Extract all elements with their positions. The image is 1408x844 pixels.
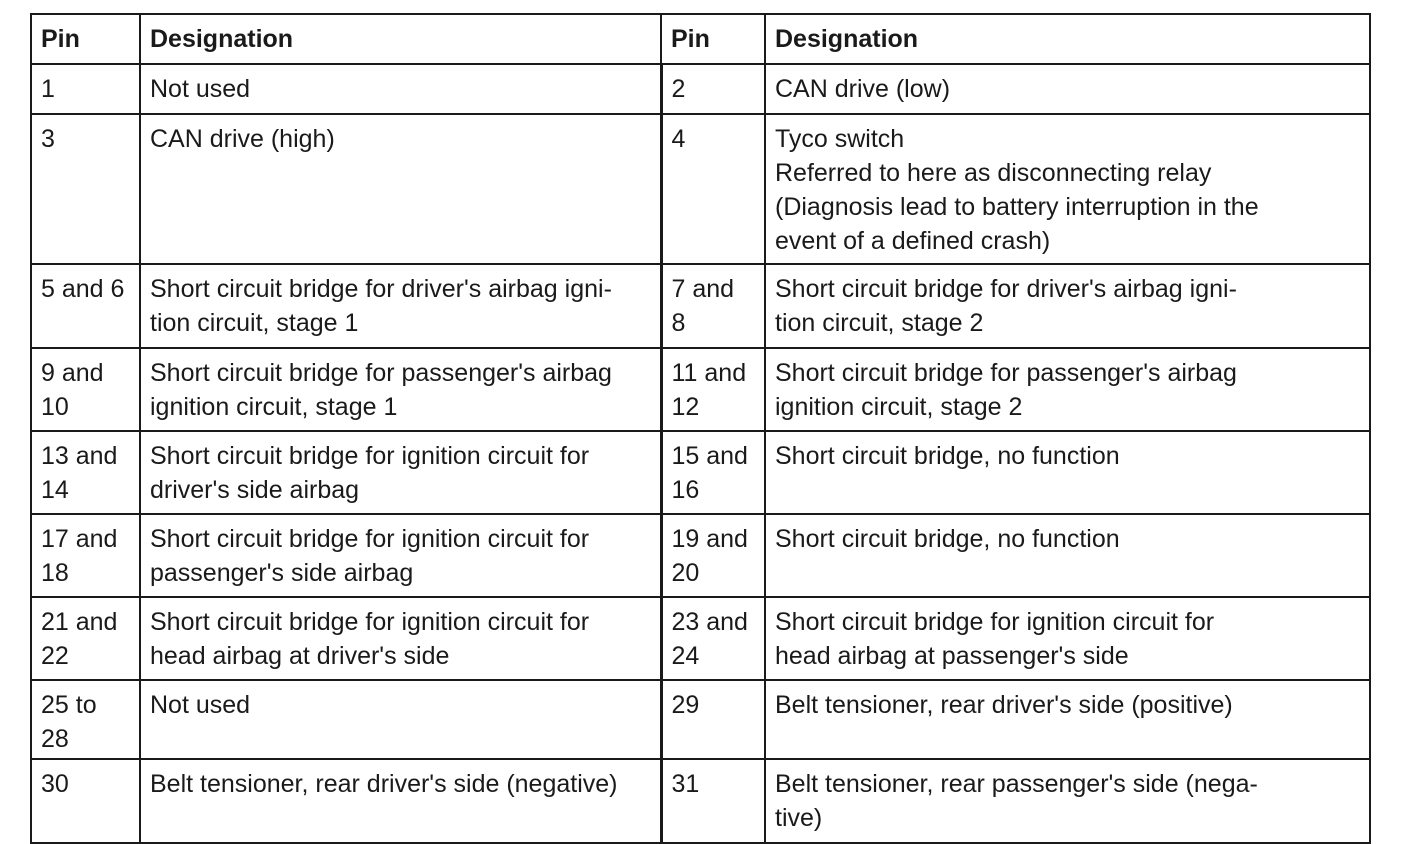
designation-cell-left	[140, 431, 661, 514]
table-row	[31, 514, 1370, 597]
cell-line: 20	[671, 559, 700, 587]
cell-text: 7 and 8	[671, 275, 735, 337]
table-row	[31, 64, 1370, 114]
cell-line: Not used	[150, 75, 251, 103]
cell-line: Short circuit bridge, no function	[775, 525, 1120, 553]
table-row	[31, 680, 1370, 759]
designation-cell-left	[140, 348, 661, 431]
cell-text: 3	[41, 125, 55, 153]
cell-text: 4	[671, 125, 686, 153]
pin-cell-right	[661, 514, 765, 597]
pin-cell-right	[661, 759, 765, 843]
table-row	[31, 597, 1370, 680]
cell-line: 19 and	[671, 525, 748, 553]
pin-cell-right	[661, 680, 765, 759]
pin-cell-left	[31, 759, 140, 843]
designation-cell-left	[140, 680, 661, 759]
cell-line: Short circuit bridge for ignition circuit for	[150, 525, 590, 553]
cell-line: ignition circuit, stage 2	[775, 393, 1023, 421]
pin-assignment-table	[30, 13, 1371, 844]
cell-line: (Diagnosis lead to battery interruption in the	[775, 193, 1259, 221]
header-designation-right: Designation	[765, 14, 1370, 64]
pin-cell-left	[31, 264, 140, 348]
cell-line: 22	[41, 642, 69, 670]
cell-line: 13 and	[41, 442, 118, 470]
cell-line: Short circuit bridge for driver's airbag igni-	[775, 275, 1237, 303]
cell-line: Short circuit bridge, no function	[775, 442, 1120, 470]
cell-line: ignition circuit, stage 1	[150, 393, 398, 421]
pin-cell-left	[31, 514, 140, 597]
table-body	[31, 64, 1370, 843]
pin-cell-right	[661, 114, 765, 264]
cell-line: Tyco switch	[775, 125, 905, 153]
table-row	[31, 264, 1370, 348]
cell-line: Referred to here as disconnecting relay	[775, 159, 1212, 187]
cell-text: 25 to 28	[41, 691, 97, 753]
cell-line: 12	[671, 393, 700, 421]
cell-line: Not used	[150, 691, 251, 719]
designation-cell-right	[765, 431, 1370, 514]
cell-line: Short circuit bridge for passenger's airbag	[150, 359, 612, 387]
cell-line: Short circuit bridge for passenger's airbag	[775, 359, 1237, 387]
header-pin-left: Pin	[31, 14, 140, 64]
header-pin-right: Pin	[661, 14, 765, 64]
cell-line: 11 and	[671, 359, 747, 387]
table-row	[31, 348, 1370, 431]
designation-cell-left	[140, 759, 661, 843]
cell-text: 1	[41, 75, 55, 103]
cell-line: tion circuit, stage 1	[150, 309, 359, 337]
pin-cell-left	[31, 680, 140, 759]
designation-cell-left	[140, 264, 661, 348]
cell-line: Belt tensioner, rear driver's side (negative)	[150, 770, 618, 798]
cell-line: 17 and	[41, 525, 118, 553]
cell-line: Short circuit bridge for driver's airbag igni-	[150, 275, 612, 303]
table-row	[31, 759, 1370, 843]
cell-text: 5 and 6	[41, 275, 125, 303]
cell-line: 16	[671, 476, 700, 504]
header-designation-left: Designation	[140, 14, 661, 64]
table-header-row	[31, 14, 1370, 64]
cell-line: CAN drive (high)	[150, 125, 335, 153]
pin-cell-right	[661, 64, 765, 114]
cell-line: Belt tensioner, rear driver's side (positive)	[775, 691, 1233, 719]
designation-cell-left	[140, 514, 661, 597]
cell-line: event of a defined crash)	[775, 227, 1051, 255]
cell-text: 29	[671, 691, 700, 719]
cell-line: Short circuit bridge for ignition circuit for	[775, 608, 1215, 636]
pin-cell-left	[31, 431, 140, 514]
cell-line: CAN drive (low)	[775, 75, 951, 103]
cell-line: 21 and	[41, 608, 118, 636]
pin-cell-right	[661, 264, 765, 348]
cell-line: 18	[41, 559, 69, 587]
cell-line: 15 and	[671, 442, 748, 470]
designation-cell-left	[140, 114, 661, 264]
cell-line: 23 and	[671, 608, 748, 636]
cell-text: 31	[671, 770, 700, 798]
pin-cell-right	[661, 348, 765, 431]
pin-cell-left	[31, 114, 140, 264]
cell-text: 9 and 10	[41, 359, 104, 421]
designation-cell-right	[765, 348, 1370, 431]
cell-line: 14	[41, 476, 69, 504]
cell-line: passenger's side airbag	[150, 559, 414, 587]
cell-line: driver's side airbag	[150, 476, 360, 504]
cell-line: tive)	[775, 804, 823, 832]
cell-line: head airbag at driver's side	[150, 642, 450, 670]
designation-cell-right	[765, 680, 1370, 759]
table-row	[31, 431, 1370, 514]
designation-cell-right	[765, 759, 1370, 843]
pin-cell-left	[31, 348, 140, 431]
pin-cell-left	[31, 64, 140, 114]
cell-text: 2	[671, 75, 686, 103]
cell-line: Belt tensioner, rear passenger's side (nega-	[775, 770, 1258, 798]
pin-cell-left	[31, 597, 140, 680]
cell-text: 30	[41, 770, 69, 798]
designation-cell-left	[140, 597, 661, 680]
cell-line: head airbag at passenger's side	[775, 642, 1129, 670]
designation-cell-right	[765, 114, 1370, 264]
cell-line: Short circuit bridge for ignition circuit for	[150, 442, 590, 470]
cell-line: tion circuit, stage 2	[775, 309, 984, 337]
designation-cell-right	[765, 514, 1370, 597]
designation-cell-right	[765, 64, 1370, 114]
designation-cell-right	[765, 597, 1370, 680]
cell-line: 24	[671, 642, 700, 670]
cell-line: Short circuit bridge for ignition circuit for	[150, 608, 590, 636]
designation-cell-left	[140, 64, 661, 114]
pin-cell-right	[661, 597, 765, 680]
pin-cell-right	[661, 431, 765, 514]
table-row	[31, 114, 1370, 264]
designation-cell-right	[765, 264, 1370, 348]
